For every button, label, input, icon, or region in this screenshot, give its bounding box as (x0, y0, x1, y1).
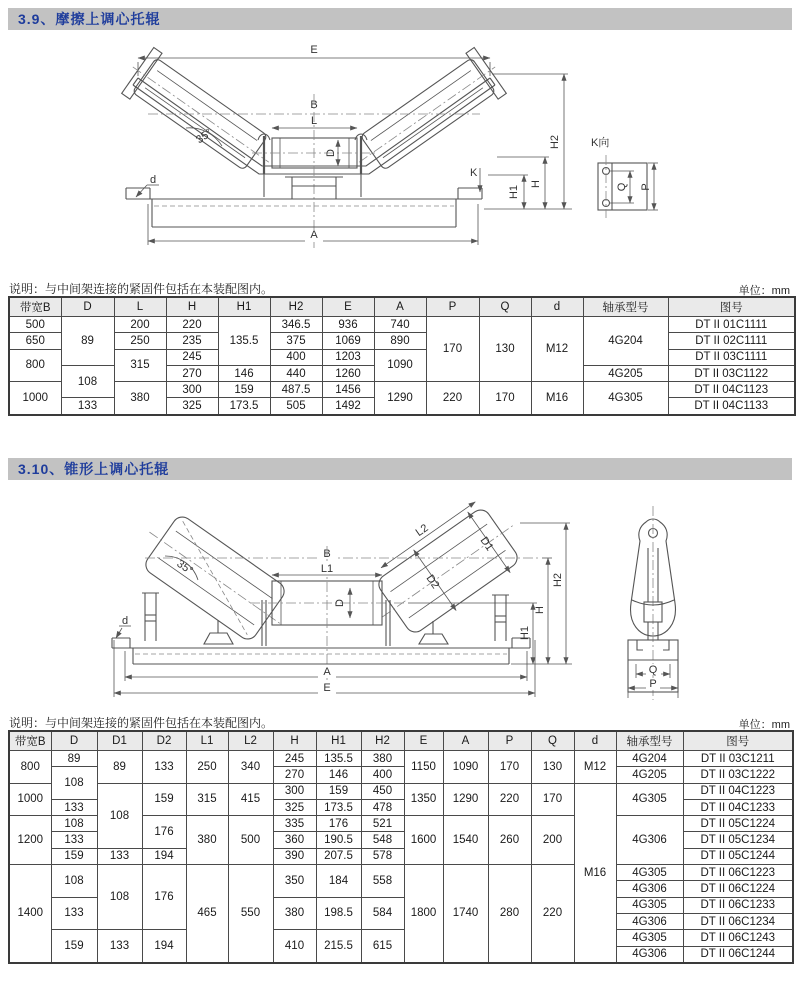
dim-label-K: K (470, 167, 478, 179)
table-cell: 4G204 (616, 751, 683, 767)
table-cell: 1740 (443, 865, 488, 963)
table-cell: 235 (166, 333, 218, 349)
column-header: D1 (97, 731, 142, 751)
friction-idler-spec-table (8, 296, 796, 416)
dim-label-angle: 35° (174, 557, 195, 578)
column-header: 轴承型号 (583, 297, 668, 317)
table-cell: DT II 06C1244 (683, 946, 793, 963)
dim-label-H1: H1 (508, 184, 520, 200)
table-cell: 1069 (322, 333, 374, 349)
table-cell: 108 (51, 816, 97, 832)
dim-label-P: P (640, 183, 652, 191)
table-cell: 558 (361, 865, 404, 898)
table-cell: 170 (531, 783, 574, 816)
table-cell: 89 (61, 317, 114, 366)
column-header: 图号 (683, 731, 793, 751)
table-cell: 146 (316, 767, 361, 783)
table-cell: 584 (361, 897, 404, 930)
table-cell: 1492 (322, 398, 374, 415)
column-header: H1 (218, 297, 270, 317)
column-header: D (51, 731, 97, 751)
table-cell: 170 (488, 751, 531, 784)
table-cell: 176 (142, 865, 186, 930)
table-cell: 1090 (443, 751, 488, 784)
table-cell: DT II 04C1233 (683, 799, 793, 815)
table-cell: 89 (51, 751, 97, 767)
dim-label-B: B (310, 99, 318, 111)
table-cell: 280 (488, 865, 531, 963)
dim-label-L2: L2 (413, 522, 431, 539)
table-cell: 390 (273, 848, 316, 864)
dim-label-H2: H2 (552, 572, 564, 588)
column-header: A (374, 297, 426, 317)
dim-label-angle: 35° (194, 126, 215, 147)
column-header: Q (531, 731, 574, 751)
dim-label-D: D (334, 599, 346, 607)
table-cell: DT II 01C1111 (668, 317, 795, 333)
note-text: 说明：与中间架连接的紧固件包括在本装配图内。 (9, 716, 274, 730)
table-cell: 315 (114, 349, 166, 382)
table-cell: 245 (166, 349, 218, 365)
table-cell: 346.5 (270, 317, 322, 333)
table-cell: 400 (270, 349, 322, 365)
table-cell: 500 (9, 317, 61, 333)
dim-label-H1: H1 (519, 625, 531, 641)
k-view-label: K向 (591, 137, 610, 149)
table-cell: DT II 04C1123 (668, 382, 795, 398)
column-header: 带宽B (9, 731, 51, 751)
table-cell: DT II 03C1122 (668, 365, 795, 381)
table-cell: 184 (316, 865, 361, 898)
table-cell: 135.5 (316, 751, 361, 767)
table-cell: 1400 (9, 865, 51, 963)
dim-label-D2: D2 (423, 572, 442, 592)
dim-label-L1: L1 (320, 563, 334, 575)
table-row (9, 317, 795, 333)
table-cell: 190.5 (316, 832, 361, 848)
column-header: H (166, 297, 218, 317)
table-cell: DT II 04C1223 (683, 783, 793, 799)
table-cell: 410 (273, 930, 316, 963)
table-cell: 270 (273, 767, 316, 783)
table-cell: M12 (574, 751, 616, 784)
table-cell: 4G204 (583, 317, 668, 366)
table-cell: 1090 (374, 349, 426, 382)
table-cell: DT II 06C1224 (683, 881, 793, 897)
table-cell: 133 (97, 930, 142, 963)
table-cell: 505 (270, 398, 322, 415)
table-cell: 740 (374, 317, 426, 333)
table-cell: 133 (51, 799, 97, 815)
table-cell: 578 (361, 848, 404, 864)
table-cell: 220 (426, 382, 479, 415)
column-header: P (426, 297, 479, 317)
table-cell: 1200 (9, 816, 51, 865)
table-cell: 4G305 (616, 865, 683, 881)
table-cell: 450 (361, 783, 404, 799)
column-header: L1 (186, 731, 228, 751)
column-header: H1 (316, 731, 361, 751)
dim-label-D1: D1 (477, 534, 496, 554)
friction-idler-drawing (0, 36, 800, 286)
table-cell: DT II 04C1133 (668, 398, 795, 415)
table-cell: 194 (142, 848, 186, 864)
table-cell: 360 (273, 832, 316, 848)
table-cell: 220 (488, 783, 531, 816)
table-cell: 270 (166, 365, 218, 381)
table-cell: 173.5 (218, 398, 270, 415)
table-cell: 1150 (404, 751, 443, 784)
table-cell: 260 (488, 816, 531, 865)
table-cell: 108 (61, 365, 114, 398)
dim-label-B: B (323, 548, 331, 560)
table-cell: 1000 (9, 783, 51, 816)
table-cell: 350 (273, 865, 316, 898)
table-cell: 4G306 (616, 816, 683, 865)
column-header: 带宽B (9, 297, 61, 317)
table-cell: DT II 05C1234 (683, 832, 793, 848)
table-cell: 1456 (322, 382, 374, 398)
table-cell: 4G205 (616, 767, 683, 783)
table-cell: 1800 (404, 865, 443, 963)
table-cell: 521 (361, 816, 404, 832)
table-cell: 315 (186, 783, 228, 816)
table-cell: 380 (361, 751, 404, 767)
table-cell: 215.5 (316, 930, 361, 963)
table-row (9, 349, 795, 365)
table-cell: 465 (186, 865, 228, 963)
table-cell: 380 (186, 816, 228, 865)
table-cell: 800 (9, 751, 51, 784)
column-header: Q (479, 297, 531, 317)
table-cell: 108 (97, 865, 142, 930)
unit-label: 单位：mm (738, 719, 790, 731)
table-cell: 220 (166, 317, 218, 333)
table-cell: 340 (228, 751, 273, 784)
table-cell: 1260 (322, 365, 374, 381)
dim-label-D: D (325, 149, 337, 157)
table-header-row (9, 731, 793, 751)
dim-label-E: E (323, 682, 331, 694)
table-cell: 4G306 (616, 913, 683, 929)
conical-idler-drawing (0, 488, 800, 716)
dim-label-A: A (323, 666, 331, 678)
table-cell: 380 (114, 382, 166, 415)
table-cell: 250 (114, 333, 166, 349)
column-header: H2 (361, 731, 404, 751)
table-cell: 440 (270, 365, 322, 381)
table-cell: DT II 06C1243 (683, 930, 793, 946)
table-cell: 194 (142, 930, 186, 963)
section-heading-3-9: 3.9、摩擦上调心托辊 (8, 8, 792, 30)
table-cell: 615 (361, 930, 404, 963)
table-row (9, 930, 793, 946)
table-cell: DT II 02C1111 (668, 333, 795, 349)
table-cell: DT II 06C1223 (683, 865, 793, 881)
table-cell: 133 (51, 832, 97, 848)
table-row (9, 783, 793, 799)
table-cell: 159 (142, 783, 186, 816)
column-header: H (273, 731, 316, 751)
table-cell: 170 (479, 382, 531, 415)
table-cell: 300 (273, 783, 316, 799)
table-cell: 890 (374, 333, 426, 349)
table-cell: 1290 (374, 382, 426, 415)
table-cell: 400 (361, 767, 404, 783)
table-cell: 159 (51, 930, 97, 963)
column-header: L2 (228, 731, 273, 751)
dim-label-H: H (530, 180, 542, 188)
table-cell: DT II 05C1244 (683, 848, 793, 864)
table-cell: 159 (218, 382, 270, 398)
table-cell: 325 (166, 398, 218, 415)
table-cell: 89 (97, 751, 142, 784)
column-header: 图号 (668, 297, 795, 317)
table-cell: 108 (51, 865, 97, 898)
table-cell: 133 (142, 751, 186, 784)
dim-label-H2: H2 (549, 134, 561, 150)
column-header: P (488, 731, 531, 751)
column-header: L (114, 297, 166, 317)
table-cell: 500 (228, 816, 273, 865)
column-header: D (61, 297, 114, 317)
table-row (9, 382, 795, 398)
column-header: H2 (270, 297, 322, 317)
table-cell: 250 (186, 751, 228, 784)
table-cell: 133 (51, 897, 97, 930)
table-cell: DT II 03C1111 (668, 349, 795, 365)
table-cell: 1203 (322, 349, 374, 365)
table-cell: 335 (273, 816, 316, 832)
dim-label-d: d (122, 615, 129, 627)
table-cell: 478 (361, 799, 404, 815)
column-header: d (531, 297, 583, 317)
table-cell: 325 (273, 799, 316, 815)
dim-label-P: P (649, 678, 657, 690)
column-header: A (443, 731, 488, 751)
table-cell: 108 (97, 783, 142, 848)
table-row (9, 333, 795, 349)
column-header: d (574, 731, 616, 751)
table-cell: 207.5 (316, 848, 361, 864)
table-cell: 550 (228, 865, 273, 963)
table-cell: DT II 03C1211 (683, 751, 793, 767)
table-cell: 4G306 (616, 946, 683, 963)
dim-label-d: d (150, 174, 157, 186)
table-cell: 176 (316, 816, 361, 832)
table-cell: 108 (51, 767, 97, 800)
table-cell: M16 (574, 783, 616, 963)
table-cell: 133 (97, 848, 142, 864)
table-cell: 133 (61, 398, 114, 415)
table-cell: 1000 (9, 382, 61, 415)
table-cell: 159 (316, 783, 361, 799)
table-cell: 375 (270, 333, 322, 349)
table-cell: 4G305 (616, 783, 683, 816)
table-cell: 135.5 (218, 317, 270, 366)
table-cell: 4G305 (583, 382, 668, 415)
table-cell: M16 (531, 382, 583, 415)
dim-label-H: H (534, 606, 546, 614)
table-cell: DT II 03C1222 (683, 767, 793, 783)
table-cell: 1350 (404, 783, 443, 816)
table-cell: DT II 06C1233 (683, 897, 793, 913)
table-cell: 4G305 (616, 897, 683, 913)
dim-label-E: E (310, 44, 318, 56)
table-cell: 130 (531, 751, 574, 784)
table-cell: 130 (479, 317, 531, 382)
table-cell: 300 (166, 382, 218, 398)
table-cell: 487.5 (270, 382, 322, 398)
unit-label: 单位：mm (738, 285, 790, 297)
table-cell: 1540 (443, 816, 488, 865)
table-cell: 173.5 (316, 799, 361, 815)
dim-label-L: L (310, 115, 318, 127)
column-header: D2 (142, 731, 186, 751)
table-cell: 548 (361, 832, 404, 848)
section-heading-3-10: 3.10、锥形上调心托辊 (8, 458, 792, 480)
column-header: E (404, 731, 443, 751)
table-row (9, 865, 793, 881)
table-cell: 936 (322, 317, 374, 333)
dim-label-Q: Q (648, 664, 658, 676)
dim-label-Q: Q (616, 182, 628, 192)
table-cell: 415 (228, 783, 273, 816)
table-cell: 4G306 (616, 881, 683, 897)
table-header-row (9, 297, 795, 317)
table-cell: 380 (273, 897, 316, 930)
table-row (9, 751, 793, 767)
table-cell: 170 (426, 317, 479, 382)
table-cell: 220 (531, 865, 574, 963)
table-cell: 200 (114, 317, 166, 333)
table-cell: M12 (531, 317, 583, 382)
column-header: E (322, 297, 374, 317)
table-cell: 650 (9, 333, 61, 349)
table-cell: 146 (218, 365, 270, 381)
note-text: 说明：与中间架连接的紧固件包括在本装配图内。 (9, 282, 274, 296)
table-cell: 4G205 (583, 365, 668, 381)
table-cell: 1600 (404, 816, 443, 865)
table-cell: 159 (51, 848, 97, 864)
conical-idler-spec-table (8, 730, 794, 964)
table-cell: 176 (142, 816, 186, 849)
table-cell: 4G305 (616, 930, 683, 946)
dim-label-A: A (310, 229, 318, 241)
table-cell: DT II 05C1224 (683, 816, 793, 832)
table-cell: 198.5 (316, 897, 361, 930)
table-cell: DT II 06C1234 (683, 913, 793, 929)
column-header: 轴承型号 (616, 731, 683, 751)
table-cell: 1290 (443, 783, 488, 816)
table-cell: 200 (531, 816, 574, 865)
table-cell: 245 (273, 751, 316, 767)
table-cell: 800 (9, 349, 61, 382)
